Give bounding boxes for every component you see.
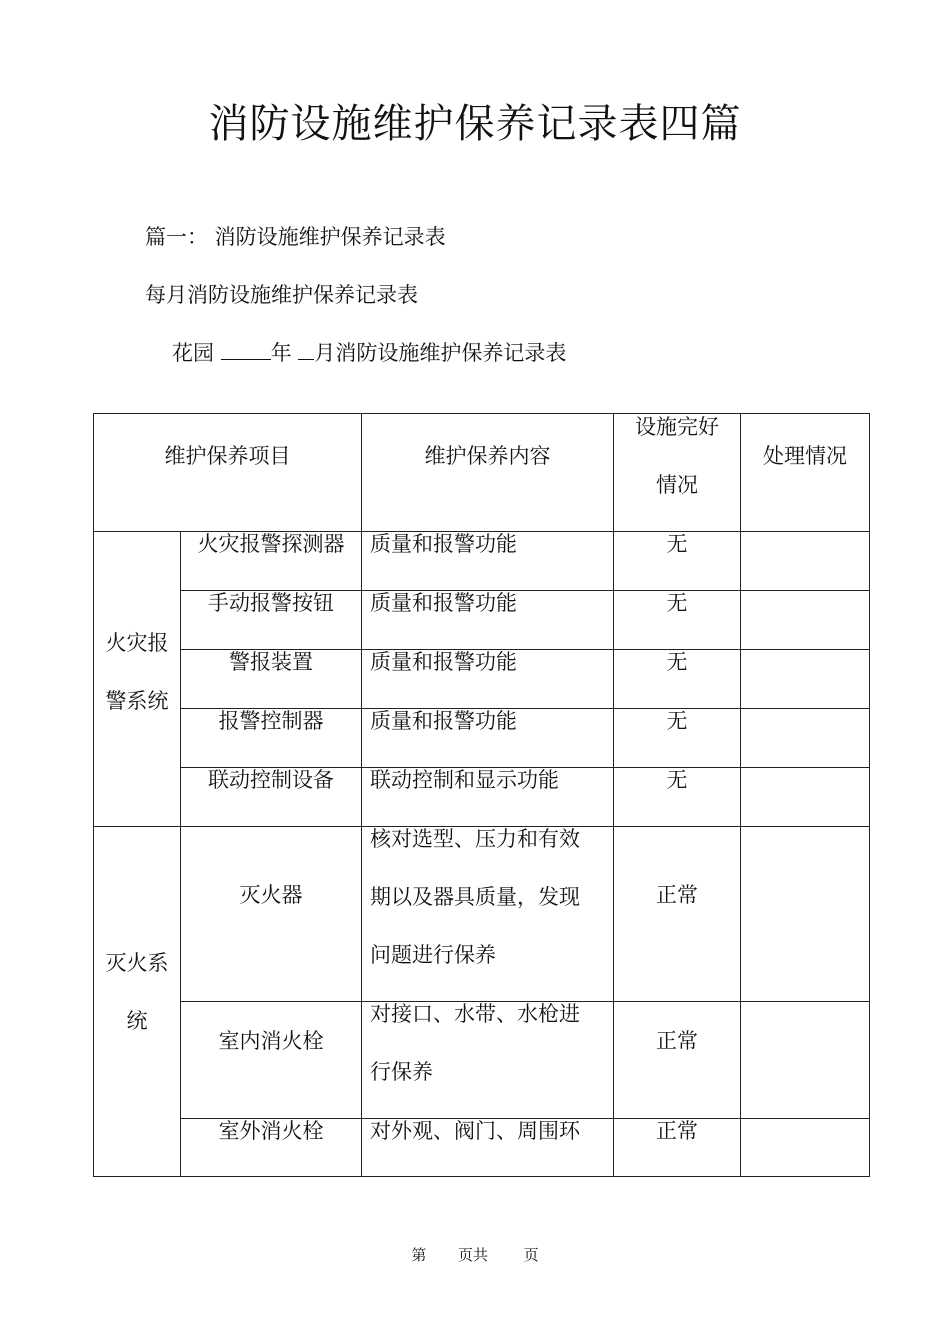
page-footer: [0, 1244, 950, 1265]
table-row: [94, 591, 870, 650]
content-cell: [362, 1002, 614, 1119]
item-label: 联动控制设备: [208, 768, 334, 792]
condition-label: 正常: [656, 1119, 698, 1143]
condition-cell: [614, 1119, 741, 1177]
form-rest: 月消防设施维护保养记录表: [314, 341, 567, 365]
maintenance-table: [93, 413, 870, 1177]
handling-cell[interactable]: [741, 591, 870, 650]
header-condition: [614, 414, 741, 532]
table-row: [94, 1002, 870, 1119]
content-line: 核对选型、压力和有效: [370, 827, 580, 851]
handling-cell[interactable]: [741, 827, 870, 1002]
header-content: 维护保养内容: [362, 414, 614, 532]
content-line: 对接口、水带、水枪进: [370, 1002, 580, 1026]
month-blank[interactable]: [298, 339, 314, 360]
item-cell: [181, 768, 362, 827]
group-name-line1: 火灾报: [105, 631, 169, 655]
content-label: 质量和报警功能: [370, 650, 517, 674]
form-line: [172, 337, 566, 367]
header-condition-line2: 情况: [656, 473, 698, 497]
content-cell: [362, 1119, 614, 1177]
section-heading: 篇一： 消防设施维护保养记录表: [145, 225, 446, 249]
condition-label: 正常: [656, 1029, 698, 1053]
condition-cell: [614, 1002, 741, 1119]
table-row: [94, 827, 870, 1002]
content-label: 质量和报警功能: [370, 591, 517, 615]
group-extinguishing: [94, 827, 181, 1177]
item-cell: [181, 532, 362, 591]
item-label: 报警控制器: [218, 709, 324, 733]
handling-cell[interactable]: [741, 1119, 870, 1177]
condition-label: 无: [666, 591, 688, 615]
item-cell: [181, 1119, 362, 1177]
handling-cell[interactable]: [741, 709, 870, 768]
content-line: 期以及器具质量，发现: [370, 885, 580, 909]
header-handling: 处理情况: [741, 414, 870, 532]
item-cell: [181, 1002, 362, 1119]
item-cell: [181, 650, 362, 709]
condition-cell: [614, 650, 741, 709]
item-label: 警报装置: [229, 650, 313, 674]
group-fire-alarm: [94, 532, 181, 827]
table-row: [94, 532, 870, 591]
item-cell: [181, 709, 362, 768]
handling-cell[interactable]: [741, 768, 870, 827]
group-name-line1: 灭火系: [105, 950, 169, 975]
header-item: 维护保养项目: [94, 414, 362, 532]
condition-label: 无: [666, 768, 688, 792]
handling-cell[interactable]: [741, 532, 870, 591]
table-row: [94, 1119, 870, 1177]
item-cell: [181, 591, 362, 650]
year-blank[interactable]: [221, 339, 271, 360]
condition-label: 无: [666, 532, 688, 556]
content-cell: [362, 532, 614, 591]
handling-cell[interactable]: [741, 650, 870, 709]
item-cell: [181, 827, 362, 1002]
item-label: 手动报警按钮: [208, 591, 334, 615]
condition-cell: [614, 591, 741, 650]
condition-cell: [614, 709, 741, 768]
table-header-row: [94, 414, 870, 532]
footer-pages: 页: [523, 1246, 539, 1264]
content-line: 行保养: [370, 1060, 433, 1084]
table-row: [94, 650, 870, 709]
item-label: 火灾报警探测器: [197, 532, 345, 556]
group-name-line2: 警系统: [105, 689, 169, 713]
content-label: 质量和报警功能: [370, 709, 517, 733]
condition-cell: [614, 532, 741, 591]
condition-cell: [614, 827, 741, 1002]
content-cell: [362, 591, 614, 650]
form-prefix: 花园: [172, 341, 214, 365]
subtitle: 每月消防设施维护保养记录表: [145, 283, 418, 307]
condition-cell: [614, 768, 741, 827]
content-line: 对外观、阀门、周围环: [370, 1119, 580, 1143]
footer-of: 页共: [457, 1246, 488, 1264]
item-label: 灭火器: [239, 883, 303, 907]
condition-label: 无: [666, 650, 688, 674]
content-cell: [362, 709, 614, 768]
content-line: 问题进行保养: [370, 943, 496, 967]
handling-cell[interactable]: [741, 1002, 870, 1119]
group-name-line2: 统: [126, 1008, 148, 1033]
content-label: 质量和报警功能: [370, 532, 517, 556]
header-condition-line1: 设施完好: [635, 415, 719, 439]
item-label: 室外消火栓: [218, 1119, 324, 1143]
content-cell: [362, 650, 614, 709]
content-cell: [362, 827, 614, 1002]
condition-label: 无: [666, 709, 688, 733]
content-label: 联动控制和显示功能: [370, 768, 559, 792]
footer-page: 第: [411, 1246, 427, 1264]
condition-label: 正常: [656, 883, 698, 907]
table-row: [94, 709, 870, 768]
form-year: 年: [270, 341, 292, 365]
item-label: 室内消火栓: [218, 1029, 324, 1053]
document-title: 消防设施维护保养记录表四篇: [208, 101, 742, 147]
